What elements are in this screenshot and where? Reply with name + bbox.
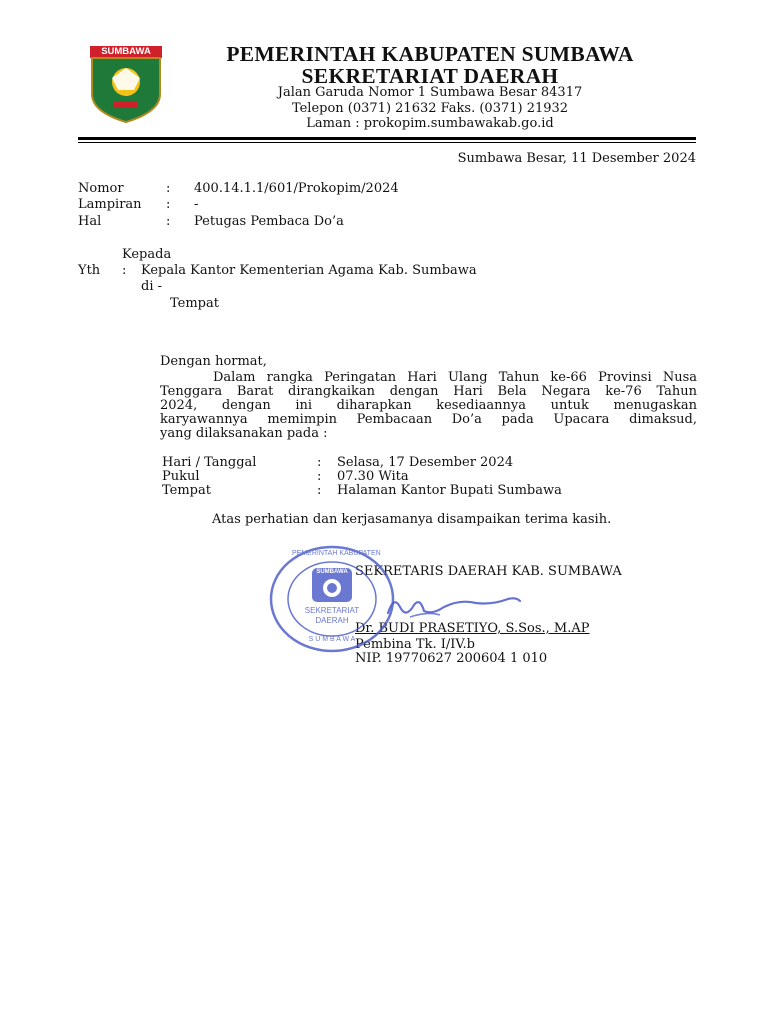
nomor-label: Nomor bbox=[78, 181, 124, 196]
yth-label: Yth bbox=[78, 263, 101, 278]
detail-label-place: Tempat bbox=[162, 483, 211, 498]
dept-name: SEKRETARIAT DAERAH bbox=[301, 64, 559, 88]
recipient-place: Tempat bbox=[170, 296, 219, 311]
salutation: Dengan hormat, bbox=[160, 354, 267, 369]
detail-value-date: Selasa, 17 Desember 2024 bbox=[337, 455, 514, 470]
signatory-name: Dr. BUDI PRASETIYO, S.Sos., M.AP bbox=[355, 621, 590, 636]
detail-colon-time: : bbox=[317, 469, 322, 484]
nomor-colon: : bbox=[166, 181, 171, 196]
detail-value-time: 07.30 Wita bbox=[337, 469, 409, 484]
org-name: PEMERINTAH KABUPATEN SUMBAWA bbox=[226, 42, 634, 66]
official-stamp bbox=[268, 544, 396, 654]
letterhead-rule-thick bbox=[78, 137, 696, 140]
body-line-2: Tenggara Barat dirangkaikan dengan Hari Bela Negara ke-76 Tahun bbox=[160, 384, 697, 399]
hal-colon: : bbox=[166, 214, 171, 229]
lampiran-colon: : bbox=[166, 197, 171, 212]
handwritten-signature bbox=[380, 585, 530, 635]
body-line-1: Dalam rangka Peringatan Hari Ulang Tahun ke-66 Provinsi Nusa bbox=[213, 370, 697, 385]
recipient-di: di - bbox=[141, 279, 163, 294]
detail-value-place: Halaman Kantor Bupati Sumbawa bbox=[337, 483, 562, 498]
lampiran-value: - bbox=[194, 197, 199, 212]
closing-line: Atas perhatian dan kerjasamanya disampaikan terima kasih. bbox=[212, 512, 612, 527]
detail-label-date: Hari / Tanggal bbox=[162, 455, 257, 470]
place-date: Sumbawa Besar, 11 Desember 2024 bbox=[457, 151, 696, 166]
body-line-3: 2024, dengan ini diharapkan kesediaannya untuk menugaskan bbox=[160, 398, 697, 413]
logo-label: SUMBAWA bbox=[101, 46, 151, 57]
detail-label-time: Pukul bbox=[162, 469, 200, 484]
body-line-5: yang dilaksanakan pada : bbox=[160, 426, 328, 441]
body-line-4: karyawannya memimpin Pembacaan Do’a pada Upacara dimaksud, bbox=[160, 412, 697, 427]
regency-logo bbox=[88, 44, 164, 124]
stamp-ring-top: PEMERINTAH KABUPATEN bbox=[292, 550, 381, 557]
stamp-center-line-2: DAERAH bbox=[315, 616, 349, 625]
signatory-title: SEKRETARIS DAERAH KAB. SUMBAWA bbox=[355, 564, 622, 579]
recipient-name: Kepala Kantor Kementerian Agama Kab. Sumbawa bbox=[141, 263, 477, 278]
signatory-rank: Pembina Tk. I/IV.b bbox=[355, 637, 475, 652]
lampiran-label: Lampiran bbox=[78, 197, 142, 212]
detail-colon-date: : bbox=[317, 455, 322, 470]
website-line: Laman : prokopim.sumbawakab.go.id bbox=[306, 116, 554, 131]
hal-label: Hal bbox=[78, 214, 102, 229]
stamp-ring-bottom: S U M B A W A bbox=[308, 636, 356, 643]
nomor-value: 400.14.1.1/601/Prokopim/2024 bbox=[194, 181, 399, 196]
hal-value: Petugas Pembaca Do’a bbox=[194, 214, 344, 229]
address-line: Jalan Garuda Nomor 1 Sumbawa Besar 84317 bbox=[277, 85, 583, 100]
kepada-label: Kepada bbox=[122, 247, 172, 262]
signatory-nip: NIP. 19770627 200604 1 010 bbox=[355, 651, 548, 666]
stamp-center-line-1: SEKRETARIAT bbox=[304, 606, 360, 615]
detail-colon-place: : bbox=[317, 483, 322, 498]
letterhead-rule-thin bbox=[78, 142, 696, 143]
stamp-inner-label: SUMBAWA bbox=[316, 569, 348, 575]
yth-colon: : bbox=[122, 263, 127, 278]
phone-line: Telepon (0371) 21632 Faks. (0371) 21932 bbox=[291, 101, 569, 116]
